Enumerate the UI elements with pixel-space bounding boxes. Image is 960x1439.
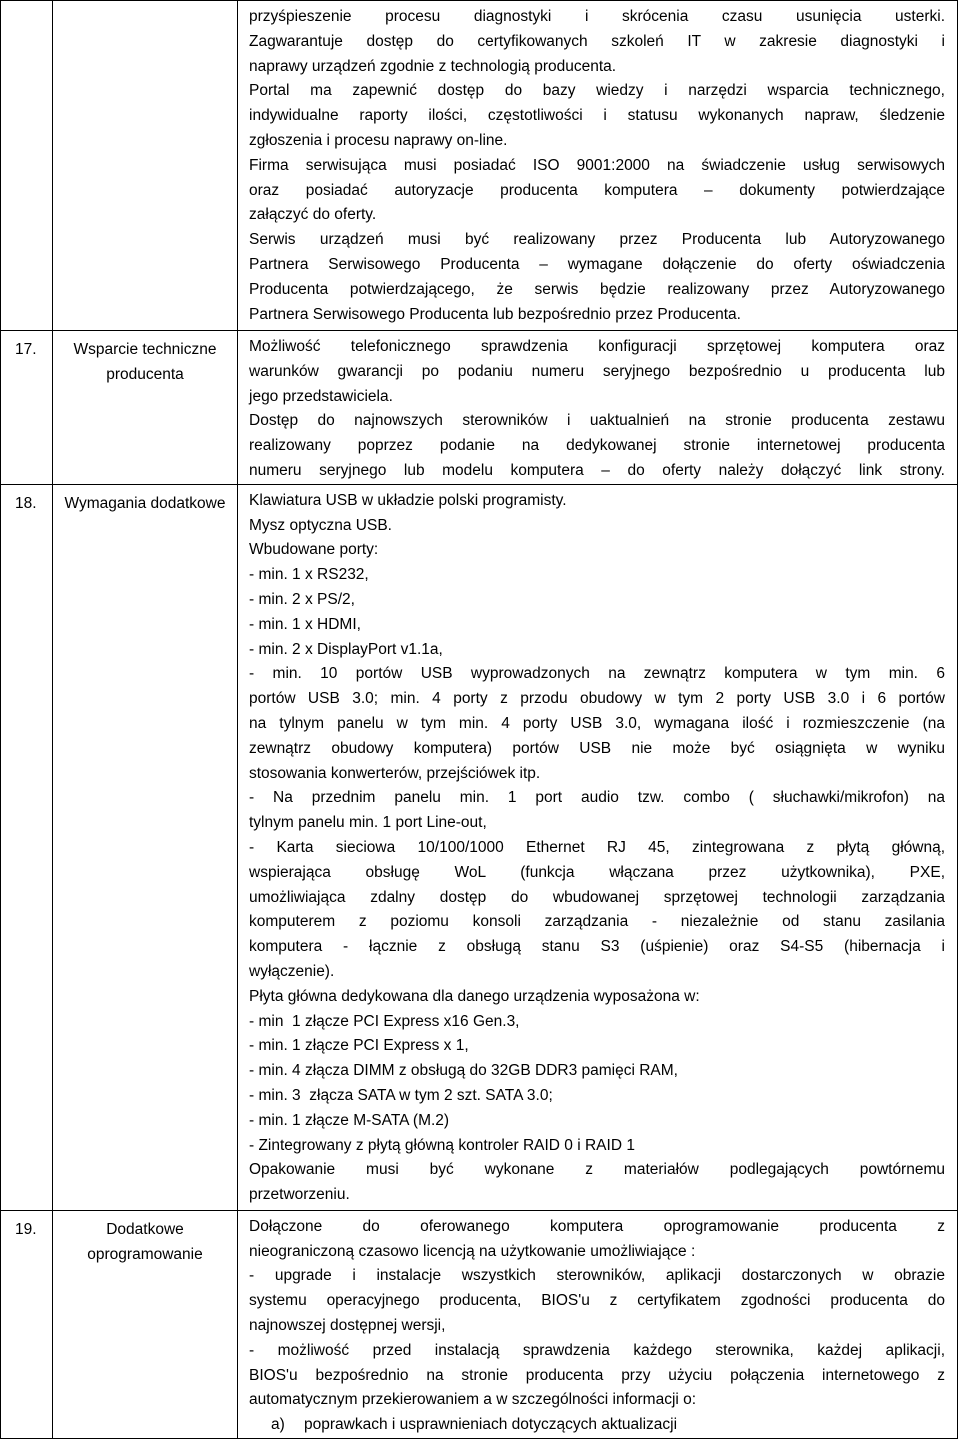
row-name: Wsparcie techniczne producenta — [53, 331, 238, 485]
text-line: - min. 1 złącze PCI Express x 1, — [249, 1037, 469, 1055]
text-line: przetworzeniu. — [249, 1186, 350, 1204]
row-content-cell — [238, 331, 958, 485]
row-number-cell — [1, 1, 53, 331]
text-line: numeru seryjnego lub modelu komputera – do oferty należy dołączyć link strony. — [249, 461, 945, 479]
text-line: warunków gwarancji po podaniu numeru seryjnego bezpośrednio u producenta lub — [249, 362, 945, 380]
row-number: 18. — [1, 484, 53, 1210]
row-name: Dodatkowe oprogramowanie — [53, 1210, 238, 1438]
text-line: - min. 2 x DisplayPort v1.1a, — [249, 640, 443, 658]
text-line: Serwis urządzeń musi być realizowany przez Producenta lub Autoryzowanego — [249, 231, 945, 249]
text-line: - możliwość przed instalacją sprawdzenia każdego sterownika, każdej aplikacji, — [249, 1341, 945, 1359]
sub-list-text: poprawkach i usprawnieniach dotyczących aktualizacji — [304, 1416, 678, 1434]
table-row-19 — [1, 1210, 958, 1438]
text-line: systemu operacyjnego producenta, BIOS'u z certyfikatem zgodności producenta do — [249, 1292, 945, 1310]
text-line: Partnera Serwisowego Producenta lub bezpośrednio przez Producenta. — [249, 305, 741, 323]
text-line: umożliwiająca zdalny dostęp do wbudowanej sprzętowej technologii zarządzania — [249, 888, 945, 906]
text-line: - min. 1 złącze M-SATA (M.2) — [249, 1111, 450, 1129]
text-line: Firma serwisująca musi posiadać ISO 9001:2000 na świadczenie usług serwisowych — [249, 156, 945, 174]
text-line: komputerem z poziomu konsoli zarządzania - niezależnie od stanu zasilania — [249, 913, 945, 931]
text-line: BIOS'u bezpośrednio na stronie producenta przy użyciu połączenia internetowego z — [249, 1366, 945, 1384]
row-number: 17. — [1, 331, 53, 485]
text-line: - Karta sieciowa 10/100/1000 Ethernet RJ 45, zintegrowana z płytą główną, — [249, 838, 945, 856]
text-line: wspierająca obsługę WoL (funkcja włączana przez użytkownika), PXE, — [249, 863, 945, 881]
text-line: wyłączenie). — [249, 962, 335, 980]
text-line: komputera - łącznie z obsługą stanu S3 (uśpienie) oraz S4-S5 (hibernacja i — [249, 938, 945, 956]
text-line: automatycznym przekierowaniem a w szczególności informacji o: — [249, 1391, 697, 1409]
text-line: załączyć do oferty. — [249, 206, 377, 224]
text-line: Producenta potwierdzającego, że serwis będzie realizowany przez Autoryzowanego — [249, 280, 945, 298]
text-line: nieograniczoną czasowo licencją na użytkowanie umożliwiające : — [249, 1242, 696, 1260]
text-line: Płyta główna dedykowana dla danego urządzenia wyposażona w: — [249, 987, 700, 1005]
text-line: zewnątrz obudowy komputera) portów USB nie może być osiągnięta w wyniku — [249, 739, 945, 757]
text-line: Dołączone do oferowanego komputera oprogramowanie producenta z — [249, 1217, 945, 1235]
text-line: tylnym panelu min. 1 port Line-out, — [249, 814, 487, 832]
text-line: Mysz optyczna USB. — [249, 516, 392, 534]
text-line: indywidualne raporty ilości, częstotliwości i statusu wykonanych napraw, śledzenie — [249, 107, 945, 125]
text-line: Portal ma zapewnić dostęp do bazy wiedzy i narzędzi wsparcia technicznego, — [249, 82, 945, 100]
row-name-cell — [53, 1, 238, 331]
text-line: jego przedstawiciela. — [249, 387, 393, 405]
text-line: - min. 2 x PS/2, — [249, 590, 355, 608]
text-line: Zagwarantuje dostęp do certyfikowanych szkoleń IT w zakresie diagnostyki i — [249, 32, 945, 50]
text-line: oraz posiadać autoryzacje producenta komputera – dokumenty potwierdzające — [249, 181, 945, 199]
text-line: najnowszej dostępnej wersji, — [249, 1316, 446, 1334]
text-line: - upgrade i instalacje wszystkich sterowników, aplikacji dostarczonych w obrazie — [249, 1267, 945, 1285]
text-line: - min. 3 złącza SATA w tym 2 szt. SATA 3.0; — [249, 1086, 553, 1104]
text-line: stosowania konwerterów, przejściówek itp. — [249, 764, 541, 782]
table-row-18 — [1, 484, 958, 1210]
text-line: realizowany poprzez podanie na dedykowanej stronie internetowej producenta — [249, 437, 945, 455]
text-line: - min. 4 złącza DIMM z obsługą do 32GB DDR3 pamięci RAM, — [249, 1062, 678, 1080]
text-line: - Zintegrowany z płytą główną kontroler RAID 0 i RAID 1 — [249, 1136, 635, 1154]
text-line: - Na przednim panelu min. 1 port audio tzw. combo ( słuchawki/mikrofon) na — [249, 789, 945, 807]
text-line: - min 1 złącze PCI Express x16 Gen.3, — [249, 1012, 520, 1030]
text-line: - min. 10 portów USB wyprowadzonych na zewnątrz komputera w tym min. 6 — [249, 665, 945, 683]
sub-list-label: a) — [271, 1416, 285, 1434]
text-line: Klawiatura USB w układzie polski programisty. — [249, 491, 567, 509]
row-name: Wymagania dodatkowe — [53, 484, 238, 1210]
text-line: Opakowanie musi być wykonane z materiałów podlegających powtórnemu — [249, 1161, 945, 1179]
row-content-cell — [238, 484, 958, 1210]
sub-list-item — [249, 1413, 945, 1438]
text-line: Możliwość telefonicznego sprawdzenia konfiguracji sprzętowej komputera oraz — [249, 338, 945, 355]
text-line: portów USB 3.0; min. 4 porty z przodu obudowy w tym 2 porty USB 3.0 i 6 portów — [249, 690, 945, 708]
text-line: - min. 1 x HDMI, — [249, 615, 361, 633]
row-content-cell — [238, 1210, 958, 1438]
row-content-cell — [238, 1, 958, 331]
table-row-16-continuation — [1, 1, 958, 331]
text-line: Dostęp do najnowszych sterowników i uaktualnień na stronie producenta zestawu — [249, 412, 945, 430]
row-number: 19. — [1, 1210, 53, 1438]
text-line: Wbudowane porty: — [249, 541, 379, 559]
text-line: zgłoszenia i procesu naprawy on-line. — [249, 131, 508, 149]
table-row-17 — [1, 331, 958, 485]
text-line: przyśpieszenie procesu diagnostyki i skrócenia czasu usunięcia usterki. — [249, 8, 945, 25]
text-line: na tylnym panelu w tym min. 4 porty USB 3.0, wymagana ilość i rozmieszczenie (na — [249, 714, 945, 732]
text-line: naprawy urządzeń zgodnie z technologią producenta. — [249, 57, 617, 75]
text-line: - min. 1 x RS232, — [249, 566, 369, 584]
text-line: Partnera Serwisowego Producenta – wymagane dołączenie do oferty oświadczenia — [249, 255, 945, 273]
